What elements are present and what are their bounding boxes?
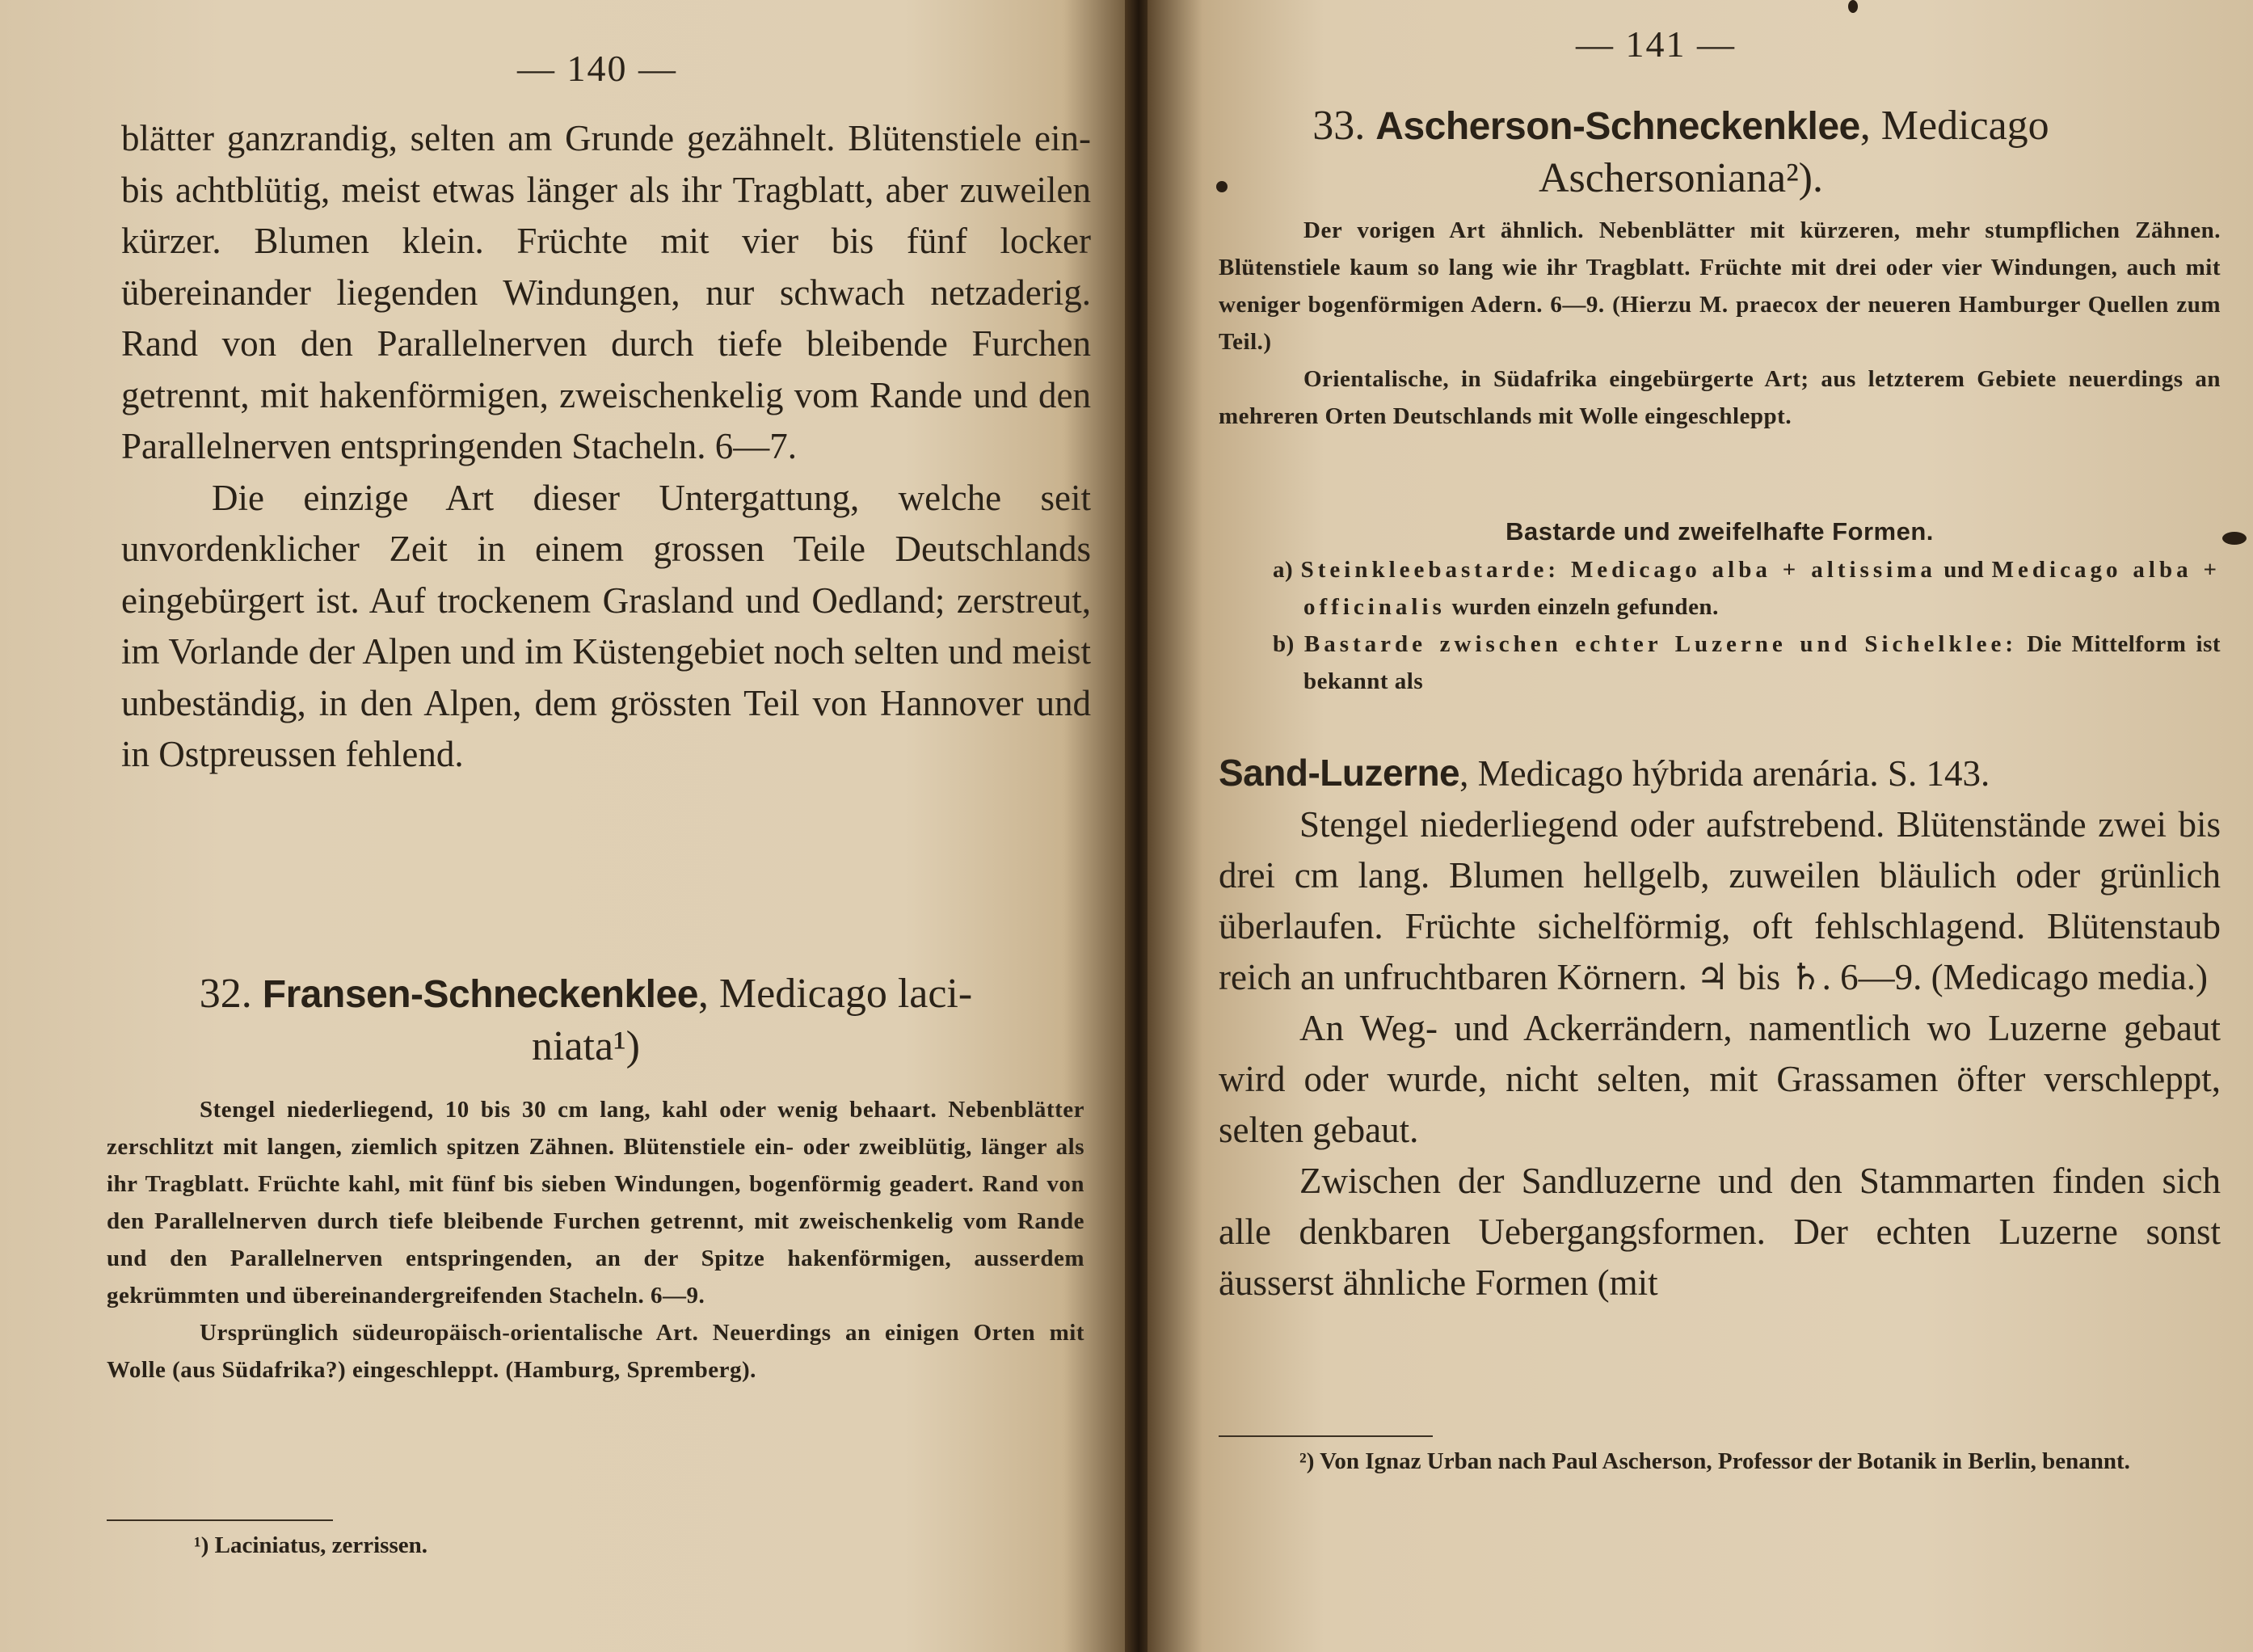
ink-speck — [2222, 532, 2247, 545]
species-distribution: Ursprünglich südeuropäisch-orientalische Art. Neuerdings an einigen Orten mit Wolle (aus Südafrika?) eingeschleppt. (Hamburg, Spremberg). — [107, 1320, 1084, 1383]
species-heading-32 — [121, 968, 1051, 1073]
hybrid-names: Medicago alba + officinalis — [1303, 557, 2221, 620]
hybrid-and: und — [1943, 557, 1985, 583]
hybrid-label: a) — [1273, 557, 1294, 583]
hybrid-list — [1219, 551, 2221, 700]
page-number-141: — 141 — — [1576, 23, 1736, 65]
body-paragraph: An Weg- und Ackerrändern, namentlich wo Luzerne gebaut wird oder wurde, nicht selten, mit Grassamen öfter verschleppt, selten gebaut. — [1219, 1008, 2221, 1150]
sand-latin: , Medicago hýbrida arenária. S. 143. — [1459, 753, 1990, 794]
hybrid-item-b — [1219, 626, 2221, 700]
subheading-bastarde: Bastarde und zweifelhafte Formen. — [1506, 517, 1934, 546]
ink-speck — [1848, 0, 1858, 13]
hybrid-note: wurden einzeln gefunden. — [1451, 594, 1719, 620]
hybrid-names: Bastarde zwischen echter Luzerne und Sichelklee: — [1303, 631, 2018, 657]
latin-name-cont: Aschersoniana²). — [1538, 155, 1823, 201]
footnote-rule — [1219, 1435, 1433, 1437]
hybrid-item-a — [1219, 551, 2221, 626]
footnote-rule — [107, 1519, 333, 1521]
sand-luzerne-heading — [1219, 748, 2221, 799]
footnote: ¹) Laciniatus, zerrissen. — [194, 1532, 427, 1558]
body-paragraph: Zwischen der Sandluzerne und den Stammarten finden sich alle denkbaren Uebergangsformen. Der echten Luzerne sonst äusserst ähnliche Formen (mit — [1219, 1161, 2221, 1303]
latin-name: , Medicago laci- — [697, 971, 973, 1017]
latin-name-cont: niata¹) — [532, 1023, 640, 1069]
right-body-text — [1219, 748, 2221, 1309]
species-description: Stengel niederliegend, 10 bis 30 cm lang, kahl oder wenig behaart. Nebenblätter zerschlitzt mit langen, ziemlich spitzen Zähnen. Blütenstiele ein- oder zweiblütig, länger als ihr Tragblatt. Früchte kahl, mit fünf bis sieben Windungen, bogenförmig geadert. Rand von den Parallelnerven durch tiefe bleibende Furchen getrennt, mit zweischenkelig vom Rande und den Parallelnerven entspringenden, an der Spitze hakenförmigen, ausserdem gekrümmten und übereinandergreifenden Stacheln. 6—9. — [107, 1097, 1084, 1309]
ink-speck — [1216, 181, 1228, 192]
sand-title: Sand-Luzerne — [1219, 752, 1460, 794]
left-description-block — [107, 1091, 1084, 1389]
species-name: Fransen-Schneckenklee — [262, 973, 698, 1016]
body-paragraph: blätter ganzrandig, selten am Grunde gezähnelt. Blütenstiele ein- bis achtblütig, meist etwas länger als ihr Tragblatt, aber zuweilen kürzer. Blumen klein. Früchte mit vier bis fünf locker übereinander liegenden Windungen, nur schwach netzaderig. Rand von den Parallelnerven durch tiefe bleibende Furchen getrennt, mit hakenförmigen, zweischenkelig vom Rande und den Parallelnerven entspringenden Stacheln. 6—7. — [121, 118, 1091, 466]
right-page — [1148, 0, 2253, 1652]
right-description-block — [1219, 212, 2221, 435]
body-paragraph: Stengel niederliegend oder aufstrebend. Blütenstände zwei bis drei cm lang. Blumen hellgelb, zuweilen bläulich oder grünlich überlaufen. Früchte sichelförmig, oft fehlschlagend. Blütenstaub reich an unfruchtbaren Körnern. ♃ bis ♄. 6—9. (Medicago media.) — [1219, 804, 2221, 997]
latin-name: , Medicago — [1859, 103, 2049, 149]
species-distribution: Orientalische, in Südafrika eingebürgerte Art; aus letzterem Gebiete neuerdings an mehreren Orten Deutschlands mit Wolle eingeschleppt. — [1219, 366, 2221, 429]
page-number-140: — 140 — — [517, 48, 677, 89]
body-paragraph: Die einzige Art dieser Untergattung, welche seit unvordenklicher Zeit in einem grossen Teile Deutschlands eingebürgert ist. Auf trockenem Grasland und Oedland; zerstreut, im Vorlande der Alpen und im Küstengebiet noch selten und meist unbeständig, in den Alpen, dem grössten Teil von Hannover und in Ostpreussen fehlend. — [121, 477, 1091, 774]
hybrid-names: Steinkleebastarde: Medicago alba + altissima — [1300, 557, 1936, 583]
species-number: 32. — [199, 971, 252, 1017]
hybrid-note: Die Mittelform ist bekannt als — [1303, 631, 2221, 694]
left-body-text — [121, 113, 1091, 781]
species-name: Ascherson-Schneckenklee — [1375, 105, 1860, 148]
footnote: ²) Von Ignaz Urban nach Paul Ascherson, Professor der Botanik in Berlin, benannt. — [1299, 1448, 2130, 1474]
species-heading-33 — [1196, 100, 2166, 204]
hybrid-label: b) — [1273, 631, 1295, 657]
species-description: Der vorigen Art ähnlich. Nebenblätter mit kürzeren, mehr stumpflichen Zähnen. Blütenstiele kaum so lang wie ihr Tragblatt. Früchte mit drei oder vier Windungen, auch mit weniger bogenförmigen Adern. 6—9. (Hierzu M. praecox der neueren Hamburger Quellen zum Teil.) — [1219, 217, 2221, 355]
species-number: 33. — [1312, 103, 1366, 149]
